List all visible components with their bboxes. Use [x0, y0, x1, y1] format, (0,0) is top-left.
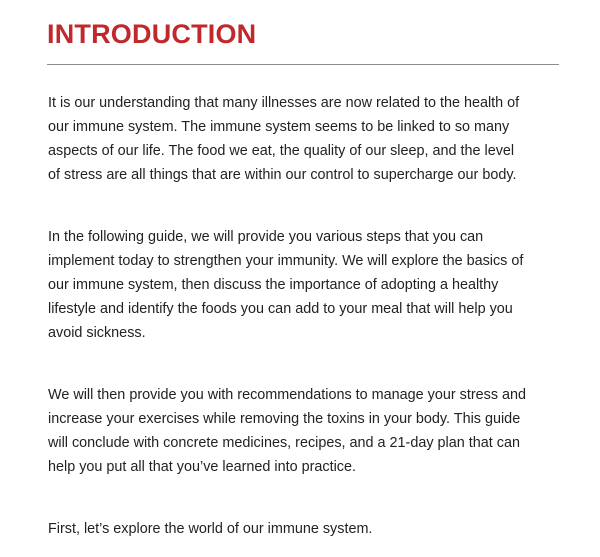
paragraph-line: will conclude with concrete medicines, recipes, and a 21-day plan that can: [48, 435, 520, 451]
paragraph-line: increase your exercises while removing the toxins in your body. This guide: [48, 411, 521, 427]
title-divider: [47, 64, 559, 65]
page-title: INTRODUCTION: [47, 19, 257, 49]
paragraph-line: First, let’s explore the world of our immune system.: [48, 521, 373, 537]
paragraph-line: We will then provide you with recommendations to manage your stress and: [48, 387, 527, 403]
paragraph-4: [48, 517, 568, 541]
paragraph-line: It is our understanding that many illnesses are now related to the health of: [48, 95, 520, 111]
paragraph-line: our immune system, then discuss the importance of adopting a healthy: [48, 277, 499, 293]
paragraph-3: [48, 383, 568, 479]
paragraph-line: help you put all that you’ve learned into practice.: [48, 459, 356, 475]
paragraph-line: implement today to strengthen your immunity. We will explore the basics of: [48, 253, 524, 269]
paragraph-line: lifestyle and identify the foods you can add to your meal that will help you: [48, 301, 513, 317]
paragraph-line: avoid sickness.: [48, 325, 146, 341]
paragraph-line: our immune system. The immune system seems to be linked to so many: [48, 119, 510, 135]
paragraph-2: [48, 225, 568, 345]
paragraph-line: In the following guide, we will provide you various steps that you can: [48, 229, 484, 245]
paragraph-line: of stress are all things that are within our control to supercharge our body.: [48, 167, 517, 183]
paragraph-1: [48, 91, 568, 187]
paragraph-line: aspects of our life. The food we eat, the quality of our sleep, and the level: [48, 143, 515, 159]
